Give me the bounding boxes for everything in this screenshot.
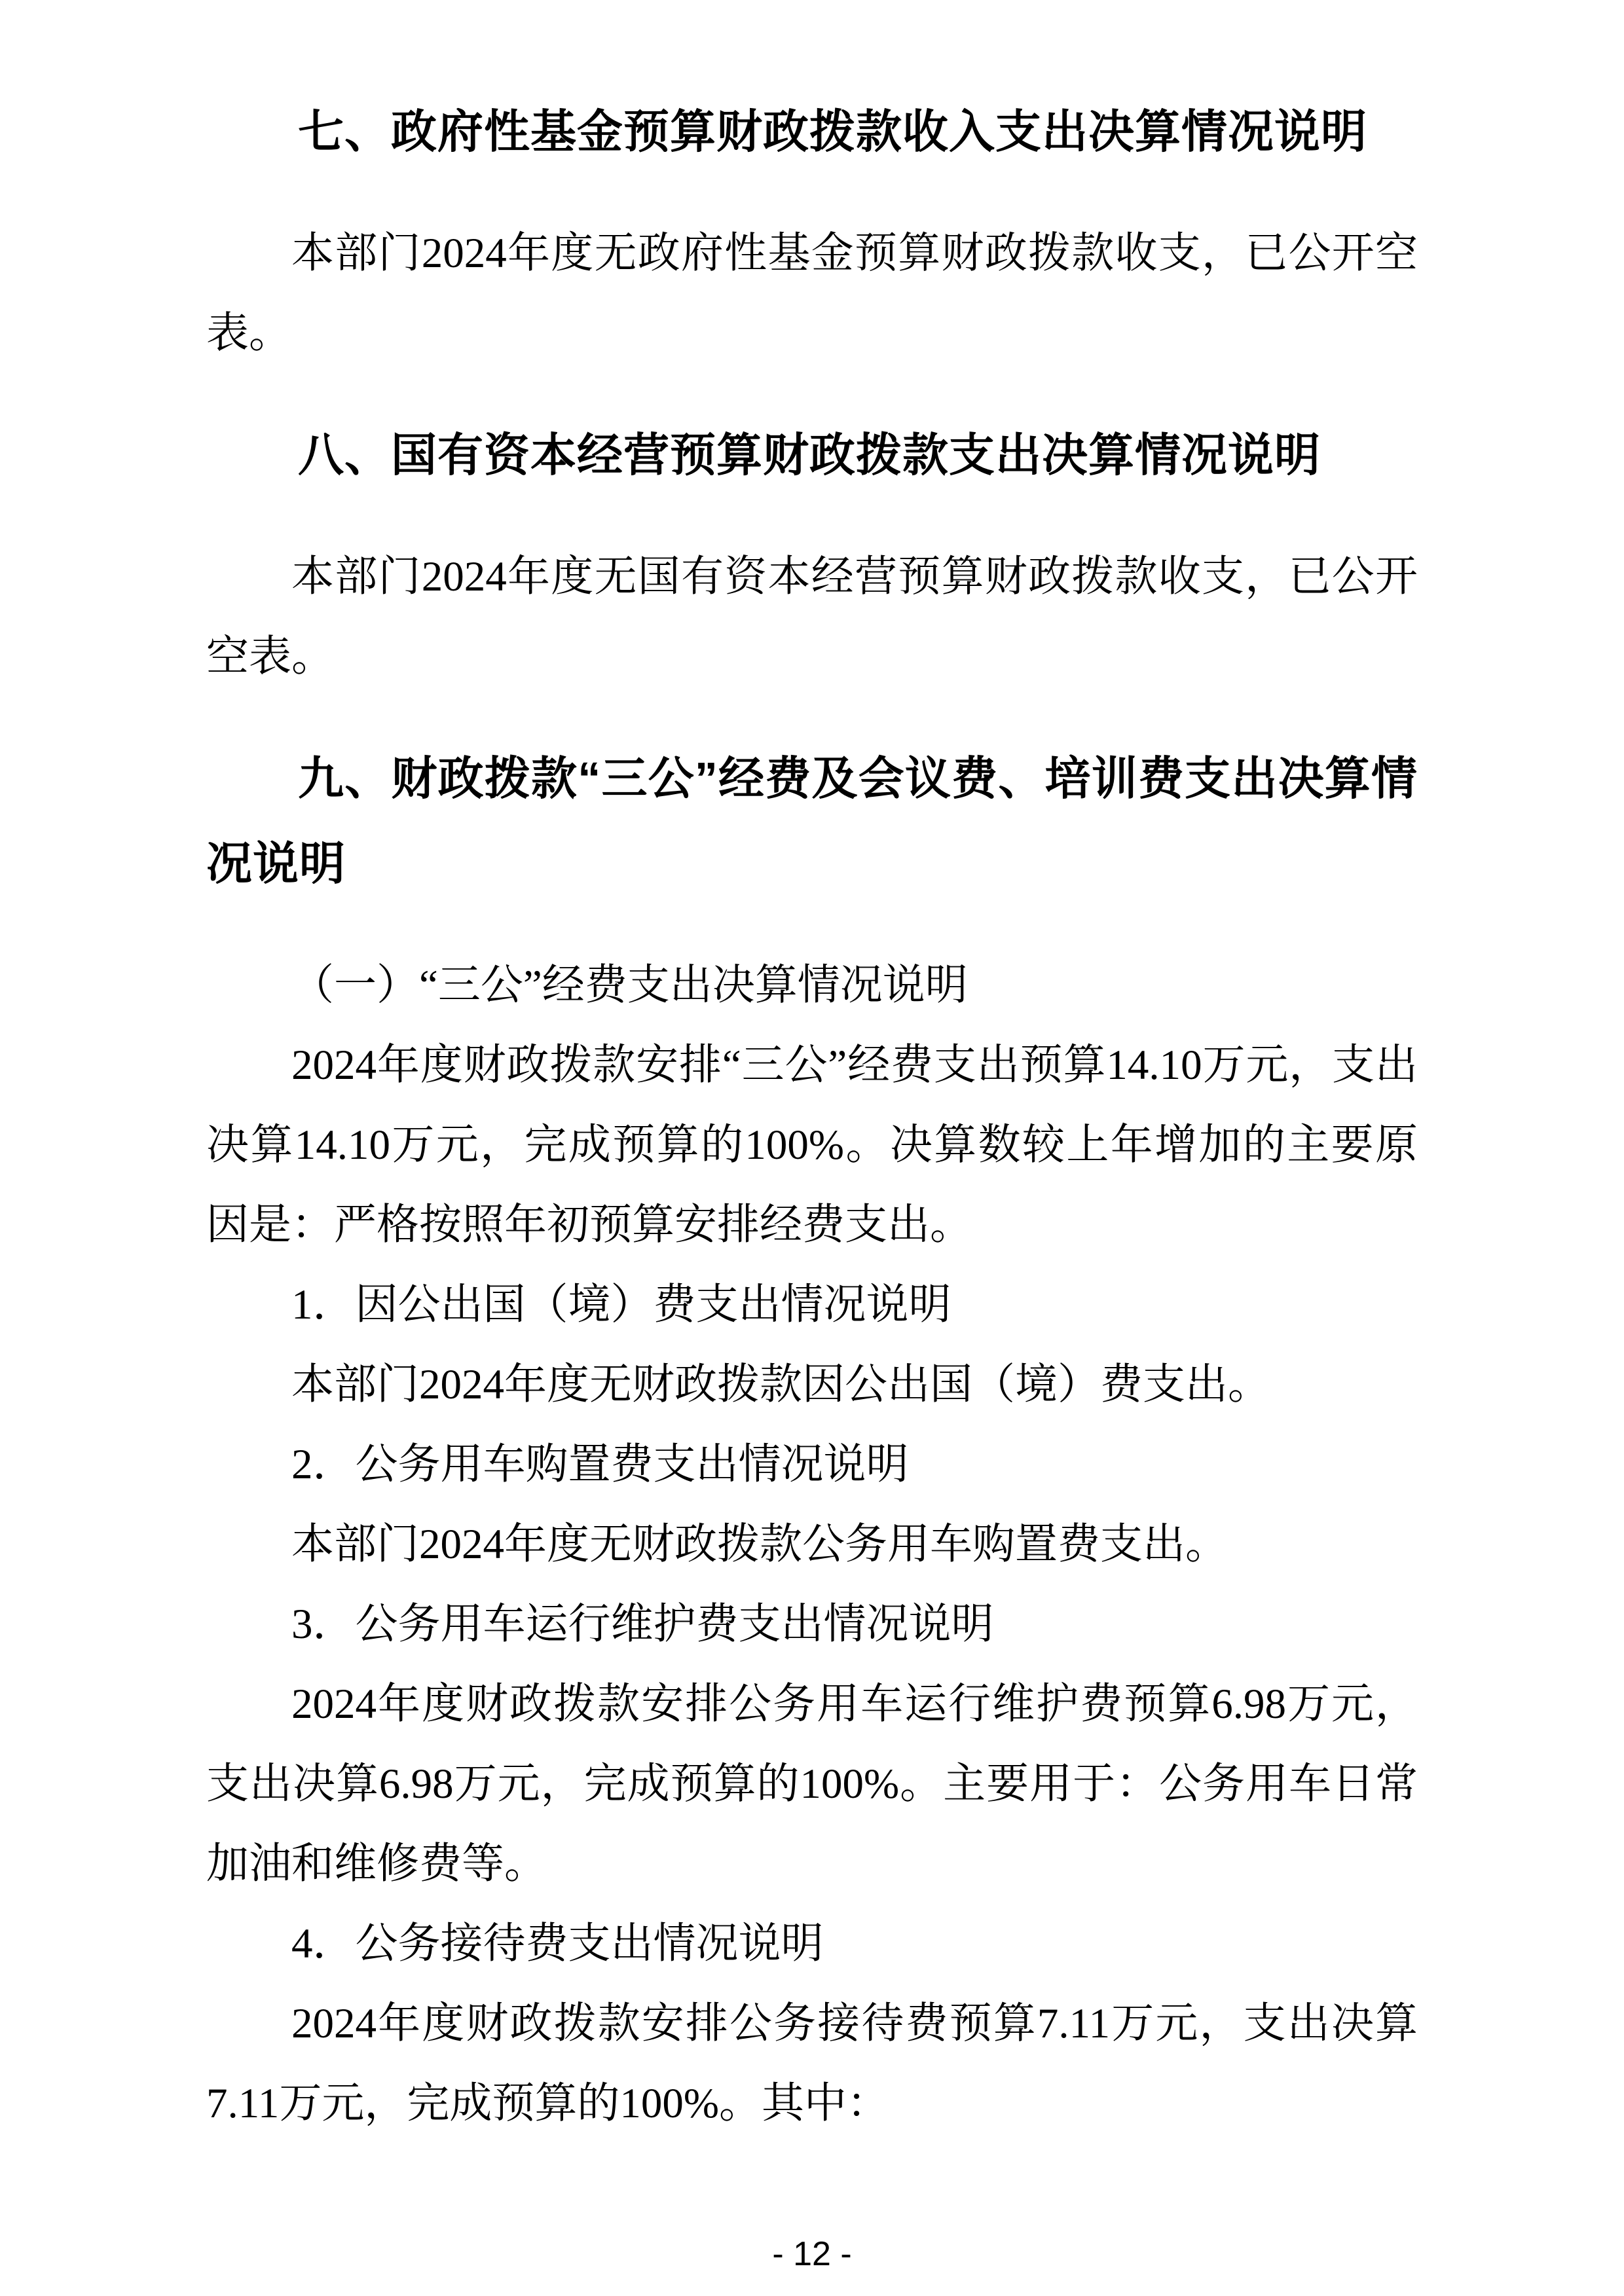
item-2-paragraph: 本部门2024年度无财政拨款公务用车购置费支出。 xyxy=(291,1521,1228,1568)
section-seven-paragraph: 本部门2024年度无政府性基金预算财政拨款收支，已公开空表。 xyxy=(206,230,1418,357)
section-nine-heading: 九、财政拨款“三公”经费及会议费、培训费支出决算情况说明 xyxy=(206,753,1418,889)
item-4-title: 4．公务接待费支出情况说明 xyxy=(291,1920,824,1967)
section-seven-heading: 七、政府性基金预算财政拨款收入支出决算情况说明 xyxy=(298,106,1367,157)
page-number: - 12 - xyxy=(772,2235,852,2273)
section-eight-heading: 八、国有资本经营预算财政拨款支出决算情况说明 xyxy=(298,429,1321,481)
item-3-title: 3．公务用车运行维护费支出情况说明 xyxy=(291,1601,994,1648)
subsection-one-paragraph: 2024年度财政拨款安排“三公”经费支出预算14.10万元，支出决算14.10万元，完成预算的100%。决算数较上年增加的主要原因是：严格按照年初预算安排经费支出。 xyxy=(206,1042,1418,1248)
item-1-paragraph: 本部门2024年度无财政拨款因公出国（境）费支出。 xyxy=(291,1361,1271,1408)
item-3-paragraph: 2024年度财政拨款安排公务用车运行维护费预算6.98万元，支出决算6.98万元，完成预算的100%。主要用于：公务用车日常加油和维修费等。 xyxy=(206,1681,1418,1887)
item-1-title: 1．因公出国（境）费支出情况说明 xyxy=(291,1281,951,1328)
item-4-paragraph: 2024年度财政拨款安排公务接待费预算7.11万元，支出决算7.11万元，完成预算的100%。其中： xyxy=(206,2000,1418,2127)
section-eight-paragraph: 本部门2024年度无国有资本经营预算财政拨款收支，已公开空表。 xyxy=(206,553,1418,680)
item-2-title: 2．公务用车购置费支出情况说明 xyxy=(291,1441,909,1488)
subsection-one-heading: （一）“三公”经费支出决算情况说明 xyxy=(291,962,968,1009)
